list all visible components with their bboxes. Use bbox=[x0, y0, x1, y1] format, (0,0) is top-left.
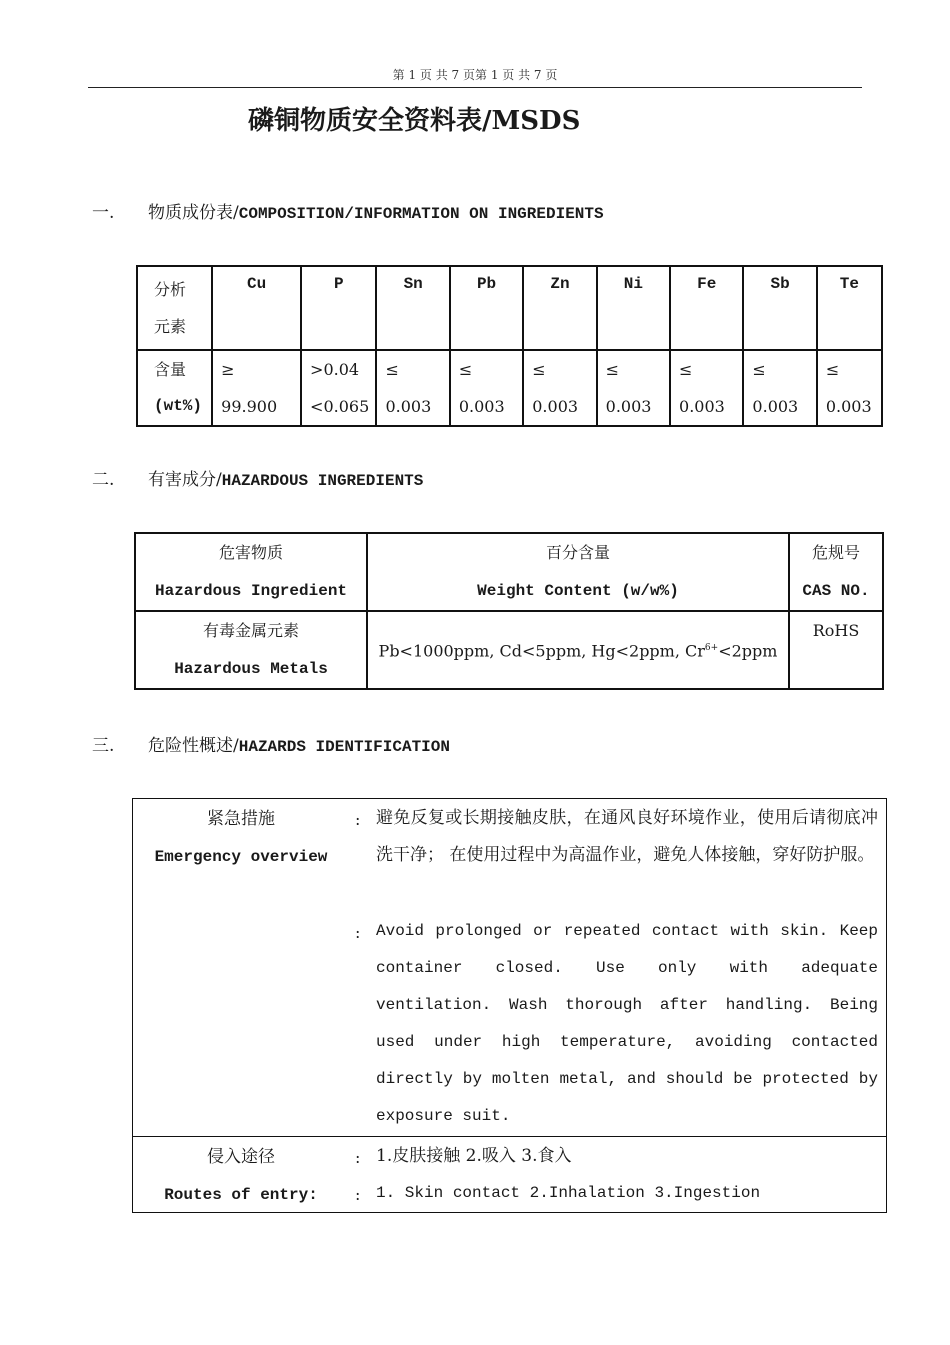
hazards-identification-box bbox=[132, 798, 887, 1213]
section-title-hazardous bbox=[92, 465, 423, 490]
row-label-content bbox=[137, 350, 212, 426]
section-title-en: HAZARDS IDENTIFICATION bbox=[238, 738, 450, 756]
value-line: 0.003 bbox=[458, 397, 505, 416]
colon: : bbox=[355, 923, 361, 942]
value-line: <0.065 bbox=[310, 397, 370, 416]
value-cell bbox=[212, 350, 301, 426]
header-cas bbox=[789, 533, 883, 611]
value-line: 0.003 bbox=[605, 397, 652, 416]
value-cell bbox=[817, 350, 882, 426]
value-cell bbox=[450, 350, 523, 426]
header-zh: 危害物质 bbox=[218, 543, 283, 562]
routes-text-en: 1. Skin contact 2.Inhalation 3.Ingestion bbox=[376, 1184, 761, 1202]
header-en: Hazardous Ingredient bbox=[154, 582, 348, 600]
header-en: CAS NO. bbox=[802, 582, 870, 600]
value-line: ≤ bbox=[385, 360, 399, 379]
value-line: 0.003 bbox=[825, 397, 872, 416]
value-cell bbox=[743, 350, 816, 426]
hazardous-table bbox=[134, 532, 884, 690]
section-title-en: HAZARDOUS INGREDIENTS bbox=[221, 472, 424, 490]
emergency-text-zh: 避免反复或长期接触皮肤，在通风良好环境作业，使用后请彻底冲洗干净； 在使用过程中为高温作业，避免人体接触，穿好防护服。 bbox=[376, 808, 878, 865]
section-title-zh: 物质成份表/ bbox=[148, 203, 239, 223]
emergency-label-en: Emergency overview bbox=[154, 848, 328, 866]
header-weight bbox=[367, 533, 789, 611]
ingredient-cell bbox=[135, 611, 367, 689]
row-divider bbox=[133, 1136, 886, 1137]
routes-label-zh: 侵入途径 bbox=[207, 1147, 275, 1167]
value-line: 0.003 bbox=[752, 397, 799, 416]
value-line: ≥ bbox=[221, 360, 235, 379]
routes-text-zh: 1.皮肤接触 2.吸入 3.食入 bbox=[376, 1146, 572, 1166]
element-cell: Ni bbox=[597, 266, 670, 350]
emergency-label-zh: 紧急措施 bbox=[207, 809, 275, 829]
colon: : bbox=[355, 1185, 361, 1204]
value-cell bbox=[376, 350, 449, 426]
cas-cell bbox=[789, 611, 883, 689]
section-title-identification bbox=[92, 731, 450, 756]
weight-cell bbox=[367, 611, 789, 689]
label-line: 含量 bbox=[154, 360, 187, 379]
composition-element-row bbox=[137, 266, 882, 350]
weight-superscript: 6+ bbox=[704, 643, 719, 654]
document-title: 磷铜物质安全资料表/MSDS bbox=[248, 106, 581, 136]
weight-text-tail: <2ppm bbox=[718, 641, 778, 661]
ingredient-zh: 有毒金属元素 bbox=[202, 621, 299, 640]
weight-text: Pb<1000ppm, Cd<5ppm, Hg<2ppm, Cr bbox=[378, 641, 705, 661]
header-ingredient bbox=[135, 533, 367, 611]
value-line: >0.04 bbox=[310, 360, 360, 379]
value-line: 99.900 bbox=[221, 397, 278, 416]
section-number: 三. bbox=[92, 736, 115, 756]
value-cell bbox=[523, 350, 596, 426]
composition-table bbox=[136, 265, 883, 427]
colon: : bbox=[355, 1148, 361, 1167]
cas-value: RoHS bbox=[812, 621, 860, 640]
colon: : bbox=[355, 810, 361, 829]
emergency-text-en: Avoid prolonged or repeated contact with skin. Keep container closed. Use only with adequate ventilation. Wash thorough after handling. Being used under high temperature, avoiding contacted directly by molten metal, and should be protected by exposure suit. bbox=[376, 922, 878, 1125]
hazardous-header-row bbox=[135, 533, 883, 611]
header-zh: 危规号 bbox=[811, 543, 860, 562]
value-line: ≤ bbox=[532, 360, 546, 379]
value-line: 0.003 bbox=[679, 397, 725, 416]
value-cell bbox=[301, 350, 376, 426]
label-line: (wt%) bbox=[154, 397, 203, 415]
header-rule bbox=[88, 87, 862, 88]
value-line: 0.003 bbox=[532, 397, 579, 416]
header-zh: 百分含量 bbox=[545, 543, 610, 562]
label-line: 分析 bbox=[154, 280, 187, 299]
section-number: 一. bbox=[92, 203, 115, 223]
element-cell: P bbox=[301, 266, 376, 350]
header-en: Weight Content (w/w%) bbox=[477, 582, 679, 600]
value-line: ≤ bbox=[825, 360, 840, 379]
row-label-element bbox=[137, 266, 212, 350]
element-cell: Zn bbox=[523, 266, 596, 350]
ingredient-en: Hazardous Metals bbox=[174, 660, 328, 678]
value-line: ≤ bbox=[752, 360, 766, 379]
value-line: ≤ bbox=[458, 360, 473, 379]
value-line: ≤ bbox=[605, 360, 620, 379]
hazardous-data-row bbox=[135, 611, 883, 689]
value-line: 0.003 bbox=[385, 397, 432, 416]
section-title-zh: 危险性概述/ bbox=[148, 736, 239, 756]
value-line: ≤ bbox=[679, 360, 693, 379]
element-cell: Cu bbox=[212, 266, 301, 350]
element-cell: Pb bbox=[450, 266, 523, 350]
section-title-en: COMPOSITION/INFORMATION ON INGREDIENTS bbox=[238, 205, 604, 223]
section-title-composition bbox=[92, 198, 604, 223]
element-cell: Sn bbox=[376, 266, 449, 350]
routes-label-en: Routes of entry: bbox=[164, 1186, 318, 1204]
element-cell: Sb bbox=[743, 266, 816, 350]
section-number: 二. bbox=[92, 470, 115, 490]
element-cell: Te bbox=[817, 266, 882, 350]
composition-value-row bbox=[137, 350, 882, 426]
label-line: 元素 bbox=[154, 317, 187, 336]
page-header: 第 1 页 共 7 页第 1 页 共 7 页 bbox=[392, 68, 558, 82]
section-title-zh: 有害成分/ bbox=[148, 470, 222, 490]
value-cell bbox=[670, 350, 743, 426]
element-cell: Fe bbox=[670, 266, 743, 350]
value-cell bbox=[597, 350, 670, 426]
